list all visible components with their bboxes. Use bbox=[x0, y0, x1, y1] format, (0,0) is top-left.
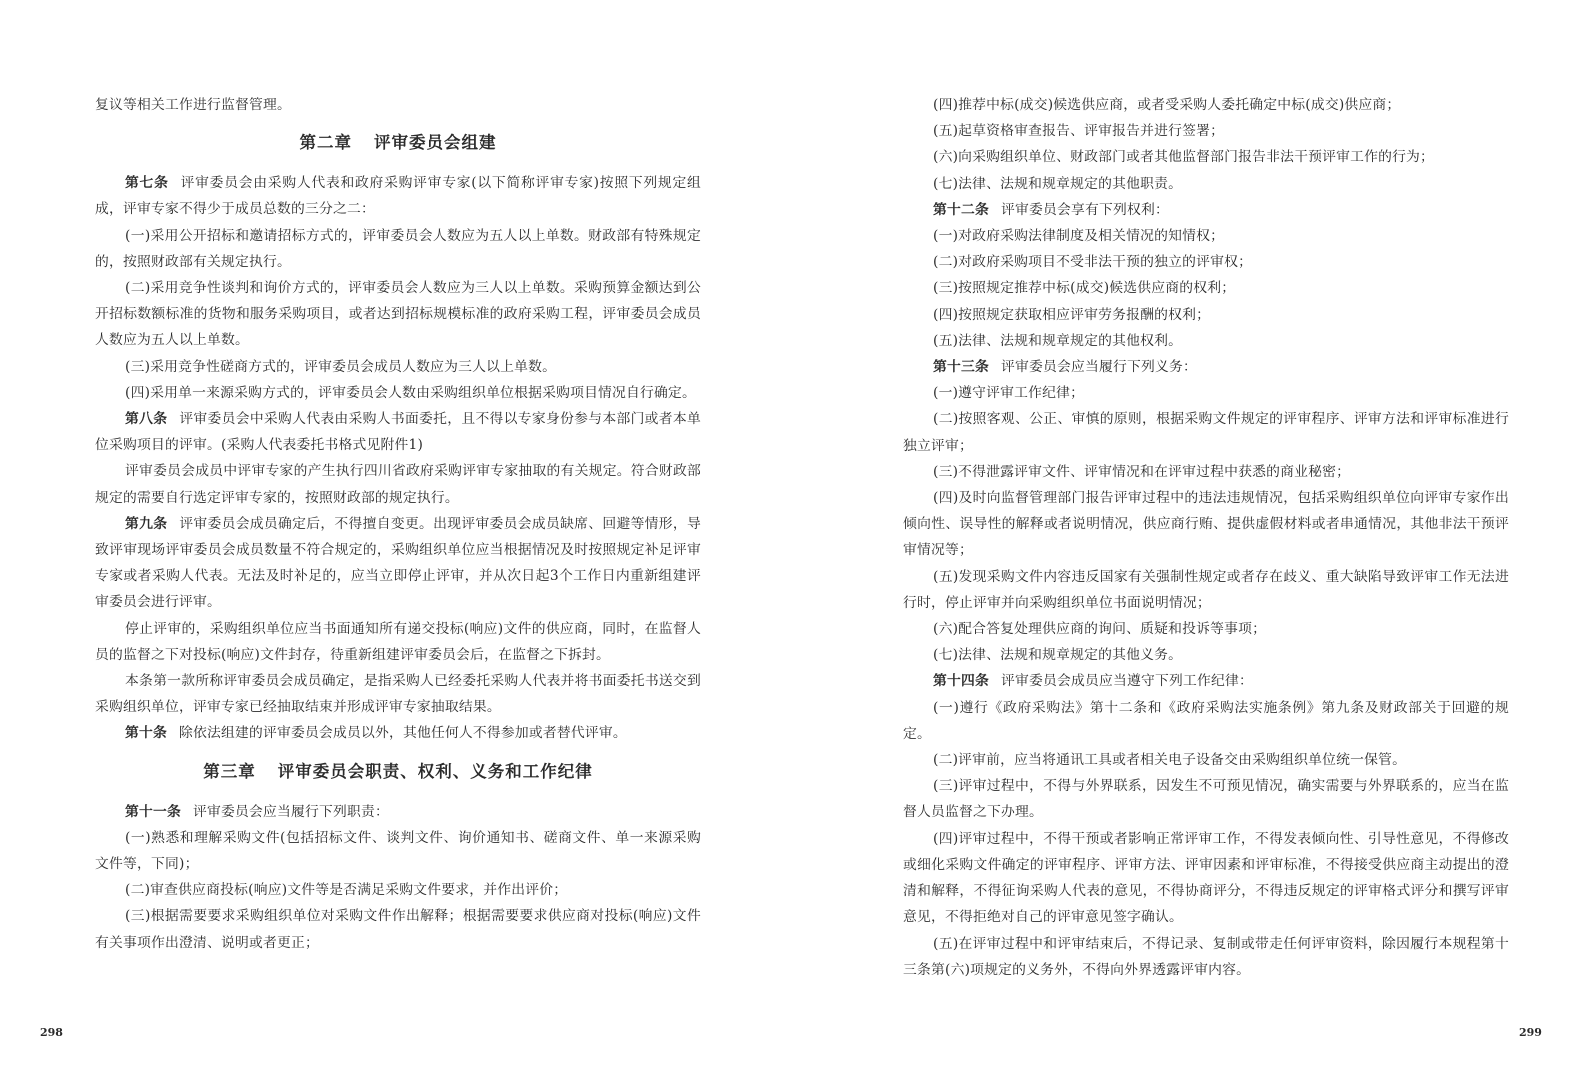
article-paragraph bbox=[95, 799, 701, 825]
paragraph-text: 停止评审的，采购组织单位应当书面通知所有递交投标(响应)文件的供应商，同时，在监督人员的监督之下对投标(响应)文件封存，待重新组建评审委员会后，在监督之下拆封。 bbox=[95, 620, 701, 663]
paragraph-text: (四)及时向监督管理部门报告评审过程中的违法违规情况，包括采购组织单位向评审专家作出倾向性、误导性的解释或者说明情况，供应商行贿、提供虚假材料或者串通情况，其他非法干预评审情况等； bbox=[903, 490, 1509, 559]
paragraph-text: 评审委员会成员确定后，不得擅自变更。出现评审委员会成员缺席、回避等情形，导致评审现场评审委员会成员数量不符合规定的，采购组织单位应当根据情况及时按照规定补足评审专家或者采购人代表。无法及时补足的，应当立即停止评审，并从次日起3个工作日内重新组建评审委员会进行评审。 bbox=[95, 515, 701, 611]
paragraph-text: (六)配合答复处理供应商的询问、质疑和投诉等事项； bbox=[933, 621, 1267, 638]
body-paragraph bbox=[903, 931, 1509, 983]
paragraph-text: 评审委员会中采购人代表由采购人书面委托，且不得以专家身份参与本部门或者本单位采购项目的评审。(采购人代表委托书格式见附件1) bbox=[95, 411, 701, 454]
paragraph-text: (一)遵行《政府采购法》第十二条和《政府采购法实施条例》第九条及财政部关于回避的规定。 bbox=[903, 699, 1509, 742]
body-paragraph bbox=[903, 459, 1509, 485]
page-number-right: 299 bbox=[1519, 1026, 1542, 1039]
body-paragraph bbox=[903, 118, 1509, 144]
paragraph-text: (六)向采购组织单位、财政部门或者其他监督部门报告非法干预评审工作的行为； bbox=[933, 149, 1435, 166]
article-paragraph bbox=[903, 354, 1509, 380]
body-paragraph bbox=[903, 171, 1509, 197]
article-paragraph bbox=[903, 197, 1509, 223]
paragraph-text: 评审委员会应当履行下列义务： bbox=[1001, 359, 1197, 376]
paragraph-text: (四)按照规定获取相应评审劳务报酬的权利； bbox=[933, 306, 1211, 323]
paragraph-text: (三)评审过程中，不得与外界联系，因发生不可预见情况，确实需要与外界联系的，应当在监督人员监督之下办理。 bbox=[903, 778, 1509, 821]
body-paragraph bbox=[95, 275, 701, 354]
body-paragraph bbox=[903, 773, 1509, 825]
body-paragraph bbox=[95, 223, 701, 275]
paragraph-text: (三)按照规定推荐中标(成交)候选供应商的权利； bbox=[933, 280, 1236, 297]
right-page-text bbox=[903, 92, 1509, 983]
paragraph-text: (三)根据需要要求采购组织单位对采购文件作出解释；根据需要要求供应商对投标(响应)文件有关事项作出澄清、说明或者更正； bbox=[95, 908, 701, 951]
article-number: 第九条 bbox=[125, 515, 168, 532]
article-number: 第八条 bbox=[125, 411, 168, 428]
paragraph-text: (二)对政府采购项目不受非法干预的独立的评审权； bbox=[933, 254, 1253, 271]
paragraph-text: (二)采用竞争性谈判和询价方式的，评审委员会人数应为三人以上单数。采购预算金额达到公开招标数额标准的货物和服务采购项目，或者达到招标规模标准的政府采购工程，评审委员会成员人数应为五人以上单数。 bbox=[95, 280, 701, 349]
paragraph-text: (一)对政府采购法律制度及相关情况的知情权； bbox=[933, 228, 1225, 245]
body-paragraph bbox=[903, 747, 1509, 773]
body-paragraph bbox=[95, 903, 701, 955]
body-paragraph bbox=[95, 668, 701, 720]
paragraph-text: (二)审查供应商投标(响应)文件等是否满足采购文件要求，并作出评价； bbox=[125, 882, 568, 899]
body-paragraph bbox=[903, 380, 1509, 406]
paragraph-text: (一)熟悉和理解采购文件(包括招标文件、谈判文件、询价通知书、磋商文件、单一来源采购文件等，下同)； bbox=[95, 829, 701, 873]
paragraph-text: (一)遵守评审工作纪律； bbox=[933, 385, 1085, 402]
body-paragraph bbox=[95, 380, 701, 406]
paragraph-text: 除依法组建的评审委员会成员以外，其他任何人不得参加或者替代评审。 bbox=[179, 725, 627, 742]
body-paragraph bbox=[903, 275, 1509, 301]
paragraph-text: (四)评审过程中，不得干预或者影响正常评审工作，不得发表倾向性、引导性意见，不得修改或细化采购文件确定的评审程序、评审方法、评审因素和评审标准，不得接受供应商主动提出的澄清和解释，不得征询采购人代表的意见，不得协商评分，不得违反规定的评审格式评分和撰写评审意见，不得拒绝对自己的评审意见签字确认。 bbox=[903, 830, 1509, 926]
paragraph-text: (七)法律、法规和规章规定的其他义务。 bbox=[933, 647, 1183, 664]
paragraph-text: (一)采用公开招标和邀请招标方式的，评审委员会人数应为五人以上单数。财政部有特殊规定的，按照财政部有关规定执行。 bbox=[95, 227, 701, 270]
article-paragraph bbox=[903, 668, 1509, 694]
body-paragraph bbox=[903, 144, 1509, 170]
body-paragraph bbox=[95, 616, 701, 668]
chapter-title: 评审委员会组建 bbox=[374, 133, 497, 153]
body-paragraph bbox=[903, 564, 1509, 616]
left-page-text bbox=[95, 92, 701, 956]
article-number: 第十一条 bbox=[125, 803, 181, 820]
paragraph-text: (三)不得泄露评审文件、评审情况和在评审过程中获悉的商业秘密； bbox=[933, 463, 1351, 480]
article-number: 第十四条 bbox=[933, 673, 989, 690]
body-paragraph bbox=[95, 458, 701, 510]
body-paragraph bbox=[903, 695, 1509, 747]
paragraph-text: 评审委员会应当履行下列职责： bbox=[193, 803, 389, 820]
chapter-heading bbox=[95, 128, 701, 158]
body-paragraph bbox=[903, 485, 1509, 564]
body-paragraph bbox=[95, 354, 701, 380]
body-paragraph bbox=[903, 223, 1509, 249]
chapter-number: 第二章 bbox=[299, 133, 352, 153]
body-paragraph bbox=[95, 825, 701, 877]
article-number: 第十三条 bbox=[933, 359, 989, 376]
body-paragraph bbox=[903, 826, 1509, 931]
body-paragraph bbox=[903, 616, 1509, 642]
chapter-title: 评审委员会职责、权利、义务和工作纪律 bbox=[277, 761, 593, 781]
chapter-number: 第三章 bbox=[203, 761, 256, 781]
body-paragraph bbox=[903, 642, 1509, 668]
paragraph-text: 本条第一款所称评审委员会成员确定，是指采购人已经委托采购人代表并将书面委托书送交到采购组织单位，评审专家已经抽取结束并形成评审专家抽取结果。 bbox=[95, 673, 701, 716]
paragraph-text: (五)起草资格审查报告、评审报告并进行签署； bbox=[933, 123, 1225, 140]
body-paragraph bbox=[903, 302, 1509, 328]
paragraph-text: 评审委员会成员应当遵守下列工作纪律： bbox=[1001, 673, 1253, 690]
paragraph-text: (四)采用单一来源采购方式的，评审委员会人数由采购组织单位根据采购项目情况自行确定。 bbox=[125, 384, 697, 401]
article-number: 第七条 bbox=[125, 175, 169, 192]
paragraph-text: (二)评审前，应当将通讯工具或者相关电子设备交由采购组织单位统一保管。 bbox=[933, 752, 1407, 769]
body-paragraph bbox=[95, 877, 701, 903]
chapter-heading bbox=[95, 757, 701, 787]
body-paragraph bbox=[903, 328, 1509, 354]
body-paragraph bbox=[95, 92, 701, 118]
paragraph-text: (五)法律、法规和规章规定的其他权利。 bbox=[933, 332, 1183, 349]
article-number: 第十二条 bbox=[933, 201, 989, 218]
paragraph-text: (七)法律、法规和规章规定的其他职责。 bbox=[933, 175, 1183, 192]
article-paragraph bbox=[95, 720, 701, 746]
paragraph-text: (五)发现采购文件内容违反国家有关强制性规定或者存在歧义、重大缺陷导致评审工作无法进行时，停止评审并向采购组织单位书面说明情况； bbox=[903, 568, 1509, 611]
page-number-left: 298 bbox=[40, 1026, 63, 1039]
body-paragraph bbox=[903, 92, 1509, 118]
paragraph-text: 复议等相关工作进行监督管理。 bbox=[95, 97, 291, 113]
article-paragraph bbox=[95, 406, 701, 458]
article-number: 第十条 bbox=[125, 725, 167, 742]
paragraph-text: (五)在评审过程中和评审结束后，不得记录、复制或带走任何评审资料，除因履行本规程第十三条第(六)项规定的义务外，不得向外界透露评审内容。 bbox=[903, 935, 1509, 978]
paragraph-text: (二)按照客观、公正、审慎的原则，根据采购文件规定的评审程序、评审方法和评审标准进行独立评审； bbox=[903, 411, 1509, 454]
paragraph-text: (三)采用竞争性磋商方式的，评审委员会成员人数应为三人以上单数。 bbox=[125, 358, 557, 375]
article-paragraph bbox=[95, 511, 701, 616]
body-paragraph bbox=[903, 249, 1509, 275]
body-paragraph bbox=[903, 406, 1509, 458]
paragraph-text: 评审委员会享有下列权利： bbox=[1001, 201, 1169, 218]
article-paragraph bbox=[95, 170, 701, 222]
paragraph-text: 评审委员会成员中评审专家的产生执行四川省政府采购评审专家抽取的有关规定。符合财政部规定的需要自行选定评审专家的，按照财政部的规定执行。 bbox=[95, 463, 701, 506]
paragraph-text: 评审委员会由采购人代表和政府采购评审专家(以下简称评审专家)按照下列规定组成，评审专家不得少于成员总数的三分之二： bbox=[95, 175, 701, 218]
paragraph-text: (四)推荐中标(成交)候选供应商，或者受采购人委托确定中标(成交)供应商； bbox=[933, 97, 1401, 113]
